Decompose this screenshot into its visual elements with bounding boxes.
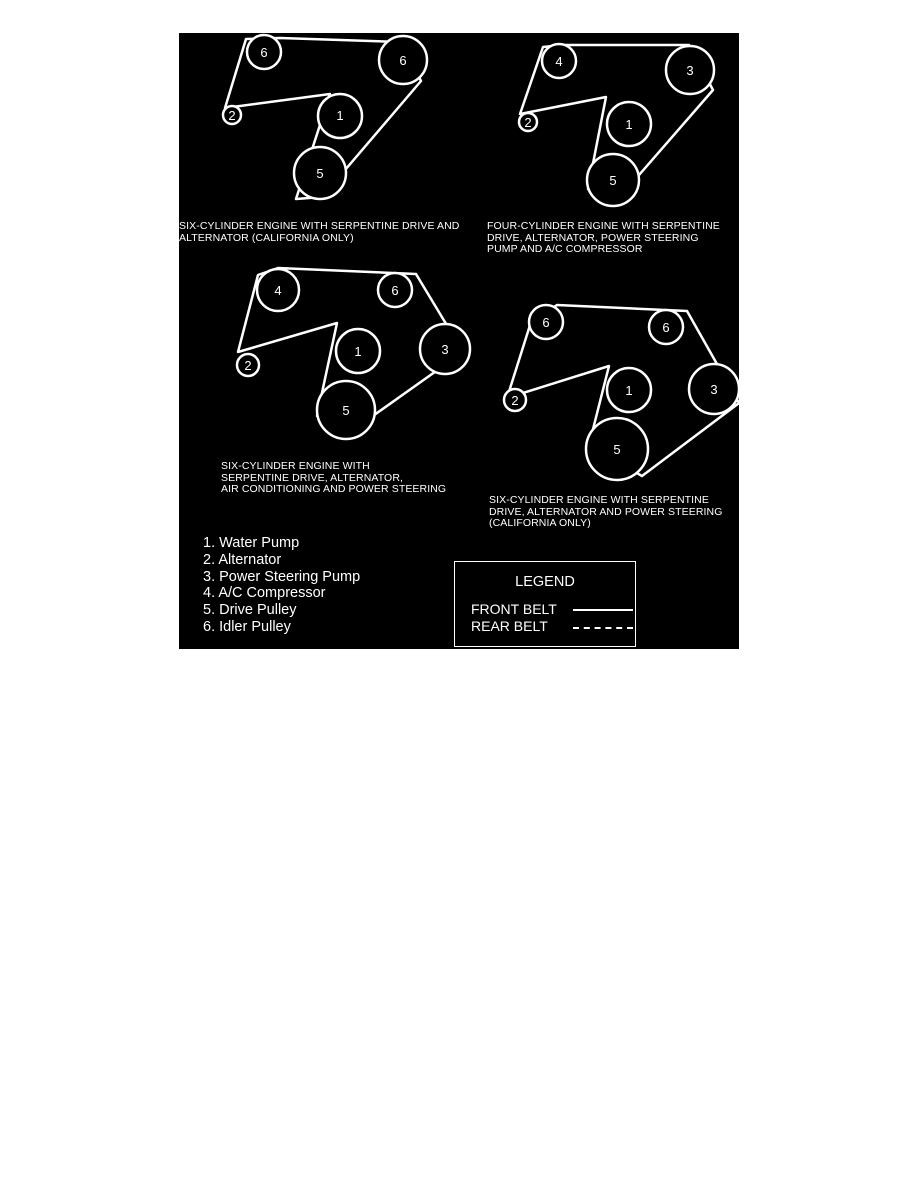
pulley-label: 6 bbox=[391, 283, 399, 298]
caption-line: ALTERNATOR (CALIFORNIA ONLY) bbox=[179, 231, 354, 244]
pulley-label: 2 bbox=[511, 393, 519, 408]
pulley-label: 2 bbox=[524, 115, 532, 130]
caption-diagram-2 bbox=[487, 221, 720, 256]
pulley-label: 6 bbox=[260, 45, 268, 60]
key-item: 1. Water Pump bbox=[203, 535, 300, 551]
legend-rear-belt-label: REAR BELT bbox=[471, 618, 548, 634]
pulley-label: 6 bbox=[662, 320, 670, 335]
legend bbox=[454, 561, 636, 647]
pulley-label: 6 bbox=[542, 315, 550, 330]
caption-line: FOUR-CYLINDER ENGINE WITH SERPENTINE bbox=[487, 220, 720, 232]
caption-line: (CALIFORNIA ONLY) bbox=[489, 517, 591, 529]
legend-front-belt-label: FRONT BELT bbox=[471, 601, 557, 617]
legend-rear-belt-dashed-line bbox=[573, 627, 633, 629]
pulley-label: 5 bbox=[613, 442, 621, 457]
pulley-label: 1 bbox=[625, 117, 633, 132]
caption-diagram-3 bbox=[221, 461, 446, 496]
caption-diagram-1 bbox=[179, 221, 459, 244]
pulley-label: 1 bbox=[354, 344, 362, 359]
key-item: 4. A/C Compressor bbox=[203, 585, 326, 602]
caption-line: SIX-CYLINDER ENGINE WITH bbox=[221, 460, 370, 472]
pulley-label: 3 bbox=[710, 382, 718, 397]
legend-front-belt-solid-line bbox=[573, 609, 633, 611]
pulley-label: 4 bbox=[274, 283, 282, 298]
belt-routing-figure bbox=[179, 33, 739, 649]
pulley-label: 1 bbox=[336, 108, 344, 123]
pulley-label: 5 bbox=[342, 403, 350, 418]
caption-line: AIR CONDITIONING AND POWER STEERING bbox=[221, 483, 447, 495]
caption-line: SIX-CYLINDER ENGINE WITH SERPENTINE DRIVE AND bbox=[179, 220, 460, 232]
key-item: 5. Drive Pulley bbox=[203, 602, 297, 619]
caption-line: DRIVE, ALTERNATOR AND POWER STEERING bbox=[489, 505, 723, 518]
pulley-label: 5 bbox=[316, 166, 324, 181]
pulley-label: 3 bbox=[686, 63, 694, 78]
caption-line: DRIVE, ALTERNATOR, POWER STEERING bbox=[487, 231, 699, 244]
pulley-label: 1 bbox=[625, 383, 633, 398]
pulley-label: 4 bbox=[555, 54, 563, 69]
pulley-label: 2 bbox=[228, 108, 236, 123]
caption-line: SERPENTINE DRIVE, ALTERNATOR, bbox=[221, 471, 404, 484]
pulley-label: 6 bbox=[399, 53, 407, 68]
key-item: 3. Power Steering Pump bbox=[203, 568, 361, 585]
key-item: 6. Idler Pulley bbox=[203, 618, 291, 635]
caption-line: SIX-CYLINDER ENGINE WITH SERPENTINE bbox=[489, 494, 709, 506]
legend-title: LEGEND bbox=[515, 574, 575, 590]
pulley-label: 5 bbox=[609, 173, 617, 188]
caption-diagram-4 bbox=[489, 495, 722, 530]
component-key bbox=[203, 535, 360, 636]
pulley-label: 2 bbox=[244, 358, 252, 373]
pulley-label: 3 bbox=[441, 342, 449, 357]
caption-line: PUMP AND A/C COMPRESSOR bbox=[487, 243, 643, 255]
key-item: 2. Alternator bbox=[203, 551, 282, 568]
